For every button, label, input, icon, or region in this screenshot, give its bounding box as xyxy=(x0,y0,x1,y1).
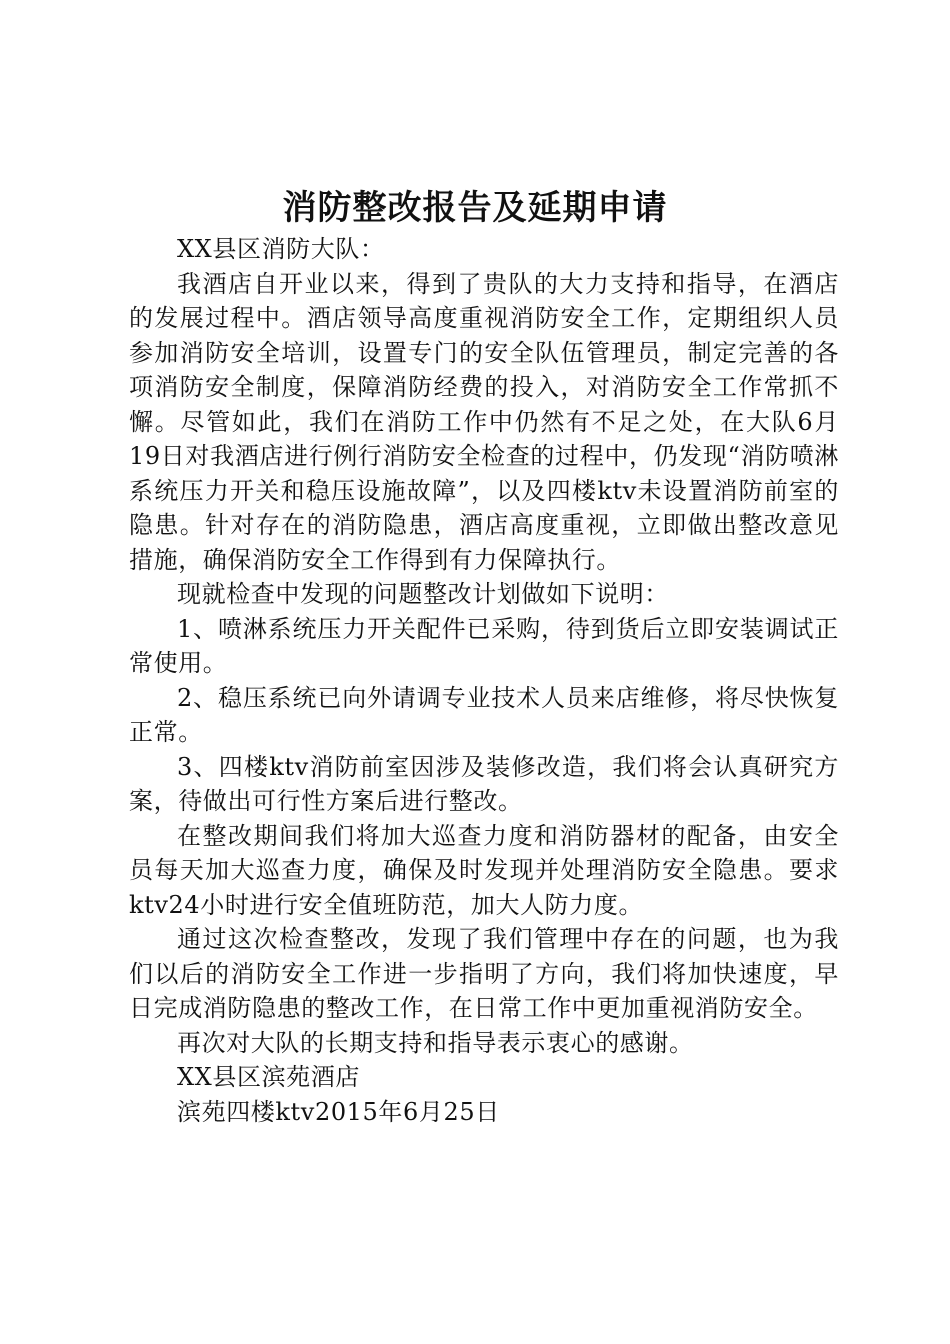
plan-item-2: 2、稳压系统已向外请调专业技术人员来店维修，将尽快恢复正常。 xyxy=(129,683,839,746)
date-line: 滨苑四楼ktv2015年6月25日 xyxy=(177,1097,500,1126)
paragraph-conclusion: 通过这次检查整改，发现了我们管理中存在的问题，也为我们以后的消防安全工作进一步指明了方向，我们将加快速度，早日完成消防隐患的整改工作，在日常工作中更加重视消防安全。 xyxy=(129,925,839,1022)
salutation: XX县区消防大队： xyxy=(177,235,385,263)
plan-item-3: 3、四楼ktv消防前室因涉及装修改造，我们将会认真研究方案，待做出可行性方案后进行整改。 xyxy=(129,752,839,815)
paragraph-plan-intro: 现就检查中发现的问题整改计划做如下说明： xyxy=(177,580,669,608)
paragraph-thanks: 再次对大队的长期支持和指导表示衷心的感谢。 xyxy=(177,1028,694,1057)
plan-item-1: 1、喷淋系统压力开关配件已采购，待到货后立即安装调试正常使用。 xyxy=(129,614,839,677)
document-title: 消防整改报告及延期申请 xyxy=(282,188,668,228)
signature: XX县区滨苑酒店 xyxy=(177,1063,360,1091)
paragraph-interim-measures: 在整改期间我们将加大巡查力度和消防器材的配备，由安全员每天加大巡查力度，确保及时发现并处理消防安全隐患。要求ktv24小时进行安全值班防范，加大人防力度。 xyxy=(129,821,839,919)
document-body xyxy=(129,232,839,1129)
paragraph-intro: 我酒店自开业以来，得到了贵队的大力支持和指导，在酒店的发展过程中。酒店领导高度重视消防安全工作，定期组织人员参加消防安全培训，设置专门的安全队伍管理员，制定完善的各项消防安全制度，保障消防经费的投入，对消防安全工作常抓不懈。尽管如此，我们在消防工作中仍然有不足之处，在大队6月19日对我酒店进行例行消防安全检查的过程中，仍发现“消防喷淋系统压力开关和稳压设施故障”，以及四楼ktv未设置消防前室的隐患。针对存在的消防隐患，酒店高度重视，立即做出整改意见措施，确保消防安全工作得到有力保障执行。 xyxy=(129,269,839,574)
